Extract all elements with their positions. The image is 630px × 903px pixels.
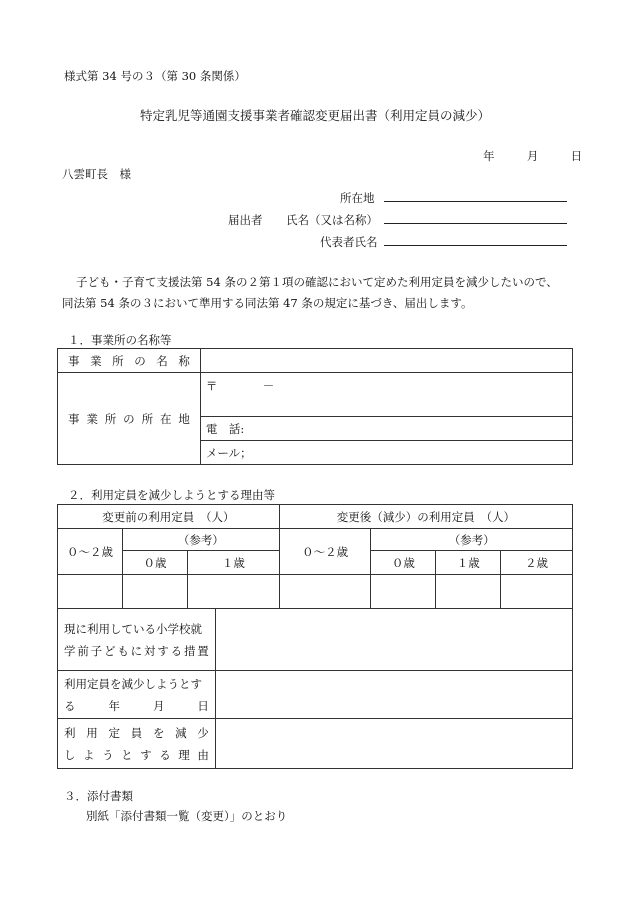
- name-field[interactable]: [384, 210, 567, 224]
- before-age-0-value[interactable]: [122, 575, 187, 609]
- label-char: も: [117, 643, 129, 658]
- label-char: よ: [83, 747, 95, 762]
- addressee: 八雲町長 様: [62, 167, 131, 181]
- label-char: 業: [86, 411, 98, 426]
- label-char: 理: [178, 747, 190, 762]
- reduction-date-field[interactable]: [215, 671, 572, 719]
- facility-name-field[interactable]: [200, 349, 572, 373]
- representative-field[interactable]: [384, 232, 567, 246]
- address-label: 所在地: [340, 191, 375, 205]
- label-char: 在: [159, 411, 172, 426]
- label-char: 措: [183, 643, 196, 658]
- postal-address-field[interactable]: [200, 373, 572, 417]
- label-char: 学: [64, 643, 76, 658]
- label-char: 業: [90, 353, 102, 368]
- label-char: 利: [64, 725, 76, 740]
- after-age-2-header: ２歳: [501, 551, 573, 575]
- after-age-0-2-value[interactable]: [371, 575, 436, 609]
- name-label: 氏名（又は名称）: [286, 213, 378, 227]
- after-age-1-value[interactable]: [501, 575, 573, 609]
- representative-label: 代表者氏名: [320, 235, 378, 249]
- label-char: す: [140, 747, 152, 762]
- postal-dash: －: [262, 379, 275, 393]
- label-char: 前: [77, 643, 89, 658]
- date-year-label: 年: [483, 149, 495, 163]
- reduction-date-label-line-2: [64, 695, 209, 717]
- address-field[interactable]: [384, 188, 567, 202]
- facility-name-label: [68, 353, 190, 369]
- reduction-date-label: [58, 671, 216, 719]
- label-char: る: [170, 643, 183, 658]
- form-number: 様式第 34 号の３（第 30 条関係）: [64, 69, 246, 83]
- label-char: ど: [103, 643, 116, 658]
- before-age-0-2-header: ０～２歳: [58, 529, 123, 575]
- date-day-label: 日: [570, 149, 583, 163]
- after-capacity-header: 変更後（減少）の利用定員 （人）: [279, 505, 572, 529]
- label-char: う: [102, 747, 114, 762]
- label-char: 対: [143, 643, 156, 658]
- label-char: の: [123, 411, 135, 426]
- measure-label-line-2: [64, 640, 209, 662]
- facility-table: [57, 348, 573, 465]
- label-char: す: [157, 643, 169, 658]
- applicant-label: 届出者: [228, 213, 263, 227]
- label-char: 所: [141, 411, 154, 426]
- after-reference-header: （参考）: [371, 529, 573, 551]
- phone-field[interactable]: [200, 417, 572, 441]
- before-capacity-header: 変更前の利用定員 （人）: [58, 505, 280, 529]
- label-char: 少: [197, 725, 209, 740]
- reduction-reason-label-line-1: [64, 722, 209, 744]
- reduction-date-char-year: 年: [108, 698, 120, 713]
- label-char: 所: [104, 411, 117, 426]
- reduction-reason-field[interactable]: [215, 719, 572, 769]
- document-title: 特定乳児等通園支援事業者確認変更届出書（利用定員の減少）: [139, 108, 490, 123]
- label-char: 置: [197, 643, 209, 658]
- reduction-date-label-line-1: 利用定員を減少しようとす: [64, 676, 202, 691]
- date-month-label: 月: [526, 149, 539, 163]
- label-char: 称: [178, 353, 190, 368]
- label-char: 員: [130, 725, 143, 740]
- facility-name-label-cell: [58, 349, 201, 373]
- reduction-date-char-ru: る: [64, 698, 76, 713]
- label-char: の: [134, 353, 146, 368]
- postal-mark: 〒: [205, 379, 218, 393]
- before-age-1-header: １歳: [187, 551, 279, 575]
- reduction-date-char-month: 月: [152, 698, 165, 713]
- measure-field[interactable]: [215, 609, 572, 671]
- facility-location-label-cell: [58, 373, 201, 465]
- reduction-reason-label-line-2: [64, 744, 209, 766]
- section1-heading: １．事業所の名称等: [68, 333, 172, 347]
- label-char: を: [152, 725, 165, 740]
- attachments-text: 別紙「添付書類一覧（変更）」のとおり: [86, 809, 288, 823]
- label-char: 所: [112, 353, 124, 368]
- before-age-0-2-value[interactable]: [58, 575, 123, 609]
- after-age-0-2-header: ０～２歳: [279, 529, 371, 575]
- label-char: 事: [68, 411, 80, 426]
- label-char: 用: [86, 725, 98, 740]
- body-text-line-2: 同法第 54 条の３において準用する同法第 47 条の規定に基づき、届出します。: [62, 296, 473, 310]
- label-char: 定: [108, 725, 120, 740]
- facility-location-label: [68, 411, 190, 427]
- label-char: 名: [156, 353, 168, 368]
- label-char: る: [159, 747, 171, 762]
- reduction-date-char-day: 日: [197, 698, 209, 713]
- section3-heading: ３．添付書類: [64, 789, 133, 803]
- measure-label: [58, 609, 216, 671]
- reduction-reason-label: [58, 719, 216, 769]
- label-char: 地: [178, 411, 190, 426]
- label-char: し: [64, 747, 76, 762]
- body-text-line-1: 子ども・子育て支援法第 54 条の２第１項の確認において定めた利用定員を減少したいので、: [76, 275, 558, 289]
- before-reference-header: （参考）: [122, 529, 279, 551]
- capacity-table: [57, 504, 573, 769]
- after-age-1-header: １歳: [436, 551, 501, 575]
- mail-field[interactable]: [200, 441, 572, 465]
- measure-label-line-1: 現に利用している小学校就: [64, 621, 202, 636]
- label-char: 減: [175, 725, 187, 740]
- before-age-1-value[interactable]: [187, 575, 279, 609]
- after-age-0-value[interactable]: [436, 575, 501, 609]
- section2-heading: ２．利用定員を減少しようとする理由等: [68, 488, 275, 502]
- label-char: 由: [197, 747, 209, 762]
- label-char: に: [130, 643, 143, 658]
- after-age-0-header: ０歳: [371, 551, 436, 575]
- label-char: 子: [90, 643, 103, 658]
- label-char: と: [121, 747, 133, 762]
- phone-label: 電 話:: [205, 421, 245, 436]
- mail-label: メール；: [205, 445, 252, 460]
- date-line: [483, 148, 582, 164]
- before-age-2-value[interactable]: [279, 575, 371, 609]
- before-age-0-header: ０歳: [122, 551, 187, 575]
- label-char: 事: [68, 353, 80, 368]
